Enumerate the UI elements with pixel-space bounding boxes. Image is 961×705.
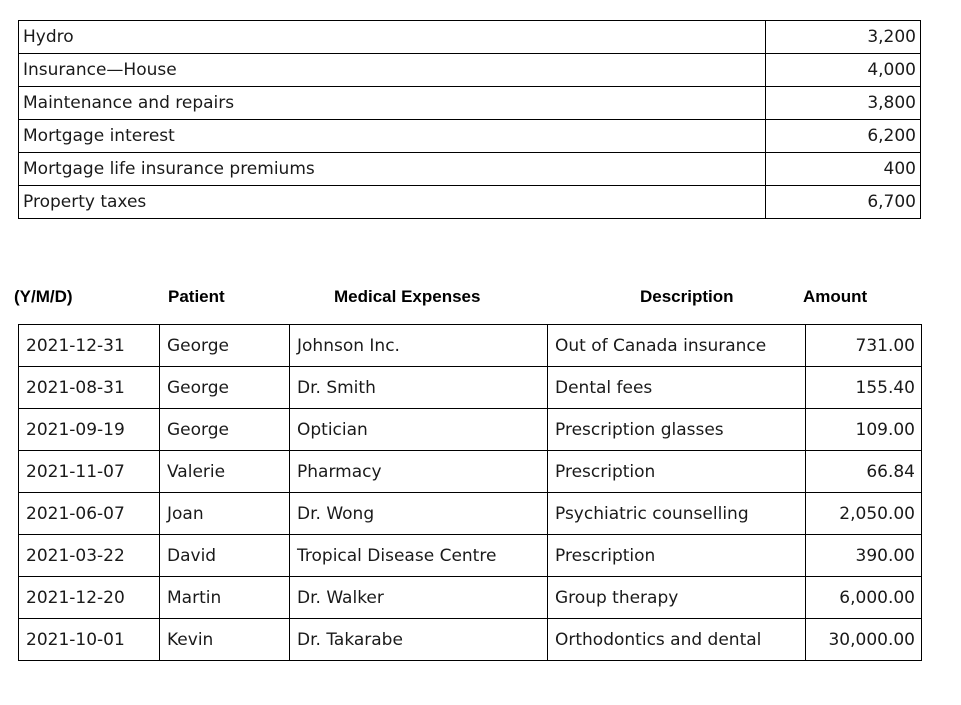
provider-cell: Johnson Inc. [290,325,548,367]
description-cell: Prescription [548,535,806,577]
table-row [19,577,922,619]
amount-cell: 66.84 [806,451,922,493]
table-row [19,87,921,120]
provider-cell: Dr. Walker [290,577,548,619]
provider-cell: Tropical Disease Centre [290,535,548,577]
expense-amount: 6,700 [766,186,921,219]
table-row [19,54,921,87]
amount-cell: 30,000.00 [806,619,922,661]
amount-cell: 390.00 [806,535,922,577]
expense-label: Maintenance and repairs [19,87,766,120]
provider-cell: Optician [290,409,548,451]
description-cell: Dental fees [548,367,806,409]
date-cell: 2021-09-19 [19,409,160,451]
provider-cell: Pharmacy [290,451,548,493]
header-date: (Y/M/D) [14,287,73,306]
header-description: Description [640,287,734,306]
description-cell: Orthodontics and dental [548,619,806,661]
description-cell: Psychiatric counselling [548,493,806,535]
expense-amount: 3,200 [766,21,921,54]
amount-cell: 731.00 [806,325,922,367]
table-row [19,493,922,535]
description-cell: Prescription [548,451,806,493]
amount-cell: 109.00 [806,409,922,451]
patient-cell: Joan [160,493,290,535]
expense-label: Insurance—House [19,54,766,87]
amount-cell: 6,000.00 [806,577,922,619]
table-row [19,186,921,219]
table-row [19,451,922,493]
table-row [19,409,922,451]
home-expenses-table [18,20,921,219]
description-cell: Out of Canada insurance [548,325,806,367]
table-row [19,153,921,186]
date-cell: 2021-03-22 [19,535,160,577]
patient-cell: George [160,409,290,451]
header-medical-expenses: Medical Expenses [334,287,481,306]
patient-cell: Martin [160,577,290,619]
medical-expenses-table [18,324,922,661]
date-cell: 2021-12-31 [19,325,160,367]
header-patient: Patient [168,287,225,306]
expense-label: Property taxes [19,186,766,219]
expense-label: Hydro [19,21,766,54]
table-row [19,619,922,661]
table-row [19,325,922,367]
patient-cell: Valerie [160,451,290,493]
expense-amount: 6,200 [766,120,921,153]
amount-cell: 2,050.00 [806,493,922,535]
expense-amount: 4,000 [766,54,921,87]
expense-amount: 3,800 [766,87,921,120]
table-row [19,21,921,54]
expense-label: Mortgage life insurance premiums [19,153,766,186]
table-row [19,367,922,409]
amount-cell: 155.40 [806,367,922,409]
provider-cell: Dr. Smith [290,367,548,409]
date-cell: 2021-11-07 [19,451,160,493]
provider-cell: Dr. Wong [290,493,548,535]
description-cell: Prescription glasses [548,409,806,451]
description-cell: Group therapy [548,577,806,619]
expense-label: Mortgage interest [19,120,766,153]
patient-cell: Kevin [160,619,290,661]
date-cell: 2021-08-31 [19,367,160,409]
date-cell: 2021-12-20 [19,577,160,619]
expense-amount: 400 [766,153,921,186]
date-cell: 2021-06-07 [19,493,160,535]
header-amount: Amount [803,287,868,306]
provider-cell: Dr. Takarabe [290,619,548,661]
patient-cell: George [160,367,290,409]
date-cell: 2021-10-01 [19,619,160,661]
table-row [19,535,922,577]
patient-cell: George [160,325,290,367]
patient-cell: David [160,535,290,577]
table-row [19,120,921,153]
